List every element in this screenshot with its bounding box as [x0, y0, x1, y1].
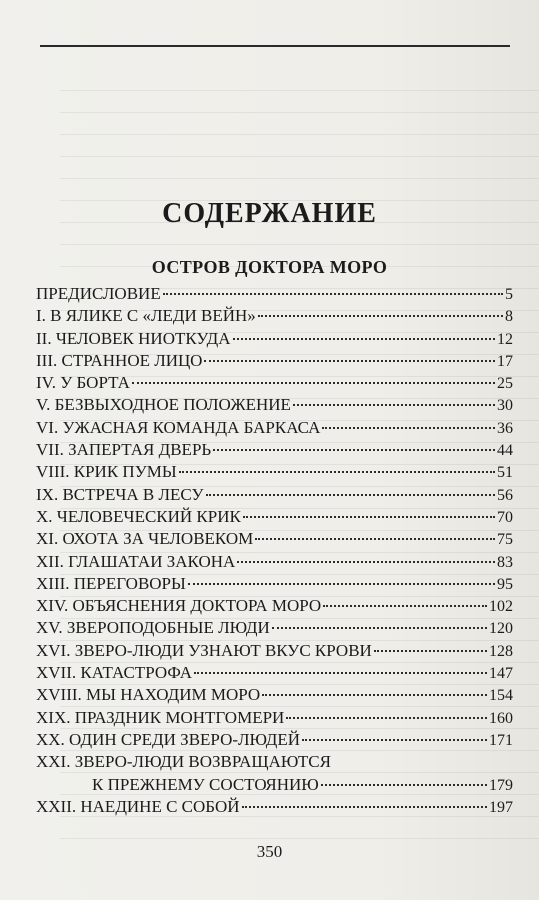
toc-entry-title: I. В ЯЛИКЕ С «ЛЕДИ ВЕЙН»: [36, 306, 256, 326]
toc-entry: [36, 751, 513, 773]
toc-entry-page: 128: [489, 642, 513, 660]
toc-entry: [36, 417, 513, 439]
toc-entry-title: III. СТРАННОЕ ЛИЦО: [36, 350, 203, 370]
toc-entry-page: 75: [497, 531, 513, 549]
toc-entry: [36, 528, 513, 550]
toc-entry: [36, 595, 513, 617]
toc-entry-title: V. БЕЗВЫХОДНОЕ ПОЛОЖЕНИЕ: [36, 395, 291, 415]
toc-entry-continuation: [36, 774, 513, 796]
dot-leader: [132, 380, 495, 384]
toc-entry-title: XVIII. МЫ НАХОДИМ МОРО: [36, 685, 261, 705]
toc-entry: [36, 394, 513, 416]
dot-leader: [213, 447, 495, 451]
dot-leader: [194, 670, 487, 674]
toc-entry: [36, 551, 513, 573]
toc-entry: [36, 372, 513, 394]
toc-entry-title: XVII. КАТАСТРОФА: [36, 663, 192, 683]
toc-entry-page: 160: [489, 709, 513, 727]
toc-entry-page: 95: [497, 575, 513, 593]
dot-leader: [255, 536, 495, 540]
toc-entry-page: 44: [497, 442, 513, 460]
dot-leader: [302, 737, 487, 741]
toc-entry-page: 179: [489, 776, 513, 794]
toc-entry-title: XIII. ПЕРЕГОВОРЫ: [36, 573, 186, 593]
toc-entry: [36, 484, 513, 506]
toc-entry: [36, 662, 513, 684]
toc-entry-title: II. ЧЕЛОВЕК НИОТКУДА: [36, 328, 231, 348]
toc-entry-page: 102: [489, 598, 513, 616]
toc-entry-title: VI. УЖАСНАЯ КОМАНДА БАРКАСА: [36, 417, 321, 437]
running-head: [40, 18, 510, 52]
toc-entry: [36, 305, 513, 327]
dot-leader: [242, 804, 487, 808]
toc-entry: [36, 461, 513, 483]
header-rule: [40, 45, 510, 47]
toc-entry: [36, 283, 513, 305]
page-title: СОДЕРЖАНИЕ: [162, 198, 377, 229]
toc-entry-page: 36: [497, 419, 513, 437]
toc-entry-page: 56: [497, 486, 513, 504]
toc-entry-page: 51: [497, 464, 513, 482]
toc-entry-title: VIII. КРИК ПУМЫ: [36, 462, 177, 482]
dot-leader: [204, 358, 495, 362]
toc-entry-page: 12: [497, 330, 513, 348]
toc-entry-page: 171: [489, 731, 513, 749]
toc-entry-page: 30: [497, 397, 513, 415]
dot-leader: [321, 782, 487, 786]
table-of-contents: [36, 283, 513, 818]
dot-leader: [206, 492, 495, 496]
toc-entry-title: К ПРЕЖНЕМУ СОСТОЯНИЮ: [92, 774, 319, 794]
toc-entry-title: XV. ЗВЕРОПОДОБНЫЕ ЛЮДИ: [36, 618, 270, 638]
page-number: 350: [256, 842, 283, 861]
toc-entry-title: XIV. ОБЪЯСНЕНИЯ ДОКТОРА МОРО: [36, 596, 322, 616]
toc-entry-title: XVI. ЗВЕРО-ЛЮДИ УЗНАЮТ ВКУС КРОВИ: [36, 640, 372, 660]
dot-leader: [163, 291, 503, 295]
toc-entry: [36, 573, 513, 595]
dot-leader: [237, 559, 495, 563]
toc-entry: [36, 796, 513, 818]
toc-entry-title: VII. ЗАПЕРТАЯ ДВЕРЬ: [36, 440, 212, 460]
toc-entry-page: 83: [497, 553, 513, 571]
section-title: ОСТРОВ ДОКТОРА МОРО: [151, 257, 388, 277]
dot-leader: [323, 603, 487, 607]
toc-entry-page: 154: [489, 687, 513, 705]
toc-entry-page: 147: [489, 665, 513, 683]
toc-entry-page: 17: [497, 352, 513, 370]
dot-leader: [262, 692, 487, 696]
toc-entry-page: 120: [489, 620, 513, 638]
toc-entry: [36, 707, 513, 729]
toc-entry-title: ПРЕДИСЛОВИЕ: [36, 284, 161, 303]
toc-entry-title: XIX. ПРАЗДНИК МОНТГОМЕРИ: [36, 707, 285, 727]
dot-leader: [243, 514, 495, 518]
dot-leader: [286, 715, 487, 719]
toc-entry-title: X. ЧЕЛОВЕЧЕСКИЙ КРИК: [36, 506, 241, 526]
dot-leader: [322, 425, 495, 429]
toc-entry: [36, 328, 513, 350]
toc-entry: [36, 617, 513, 639]
toc-entry-title: IX. ВСТРЕЧА В ЛЕСУ: [36, 484, 204, 504]
dot-leader: [258, 313, 503, 317]
dot-leader: [272, 625, 487, 629]
toc-entry: [36, 439, 513, 461]
toc-entry: [36, 506, 513, 528]
toc-entry: [36, 640, 513, 662]
dot-leader: [188, 581, 495, 585]
toc-entry-page: 5: [505, 286, 513, 303]
dot-leader: [233, 336, 495, 340]
toc-entry-page: 197: [489, 798, 513, 816]
toc-entry-page: 70: [497, 508, 513, 526]
dot-leader: [293, 402, 495, 406]
toc-entry-title: XI. ОХОТА ЗА ЧЕЛОВЕКОМ: [36, 529, 254, 549]
toc-entry: [36, 350, 513, 372]
toc-entry: [36, 729, 513, 751]
toc-entry: [36, 684, 513, 706]
toc-entry-title: XXII. НАЕДИНЕ С СОБОЙ: [36, 796, 240, 816]
toc-entry-title: XXI. ЗВЕРО-ЛЮДИ ВОЗВРАЩАЮТСЯ: [36, 752, 331, 772]
toc-entry-title: IV. У БОРТА: [36, 373, 130, 393]
toc-entry-title: XII. ГЛАШАТАИ ЗАКОНА: [36, 551, 236, 571]
toc-entry-page: 25: [497, 375, 513, 393]
toc-entry-title: XX. ОДИН СРЕДИ ЗВЕРО-ЛЮДЕЙ: [36, 729, 301, 749]
toc-entry-page: 8: [505, 308, 513, 326]
dot-leader: [374, 648, 487, 652]
dot-leader: [179, 469, 495, 473]
